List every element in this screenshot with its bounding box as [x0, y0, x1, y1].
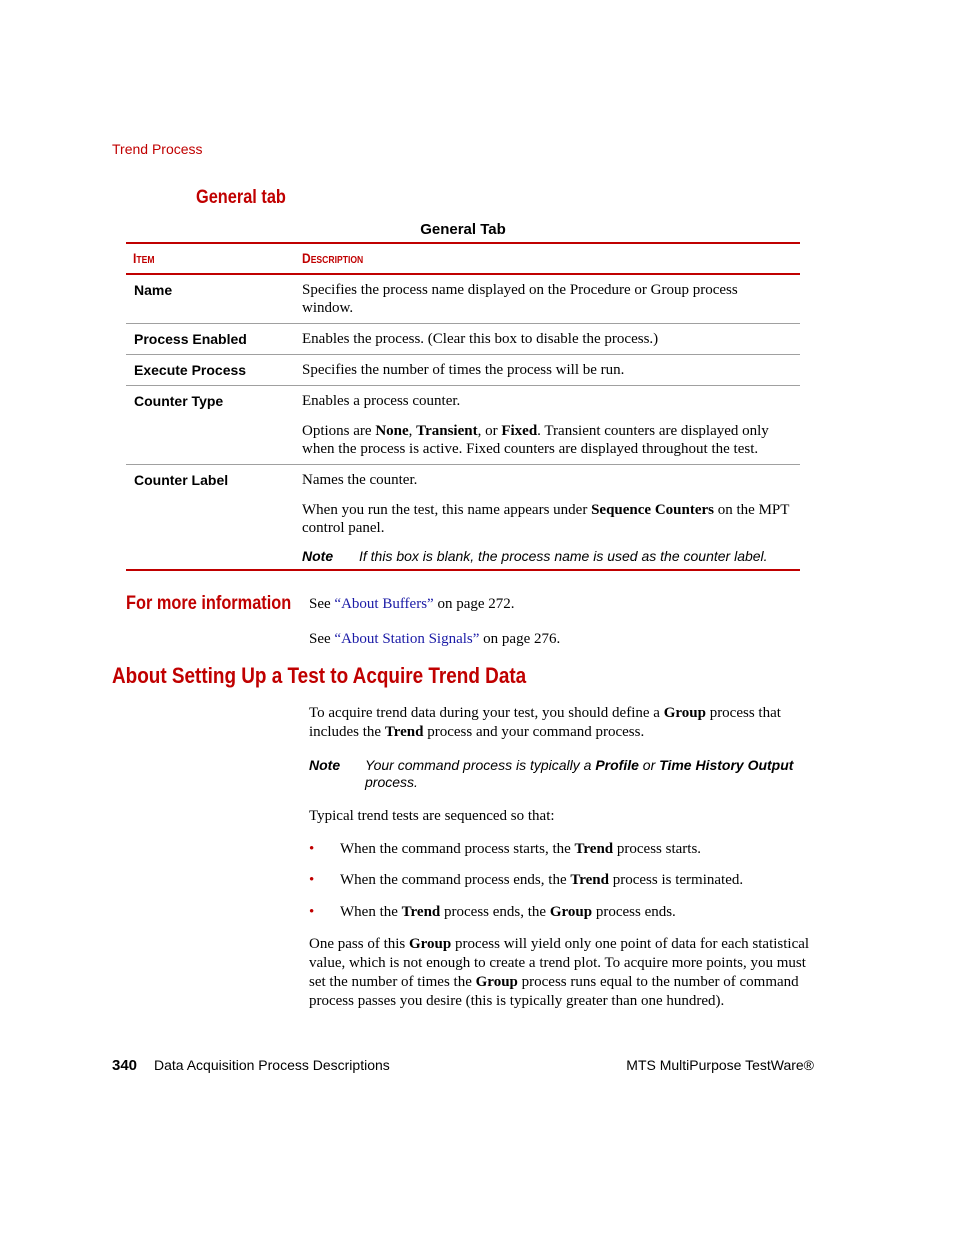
- note-text: If this box is blank, the process name is used as the counter label.: [359, 548, 768, 564]
- intro-paragraph: To acquire trend data during your test, you should define a Group process that includes the Trend process and your command process.: [309, 705, 781, 740]
- row-item-execute-process: Execute Process: [134, 362, 247, 378]
- table-row: [126, 275, 800, 324]
- table-row: [126, 465, 800, 569]
- row-item-counter-label: Counter Label: [134, 472, 229, 488]
- row-item-name: Name: [134, 282, 173, 298]
- note-label: Note: [309, 757, 341, 773]
- bullet-icon: •: [309, 872, 315, 888]
- page-number: 340: [112, 1057, 138, 1074]
- row-desc: Specifies the number of times the process will be run.: [302, 362, 625, 378]
- sequence-intro: Typical trend tests are sequenced so that:: [309, 808, 555, 824]
- closing-paragraph: One pass of this Group process will yield only one point of data for each statistical value, which is not enough to create a trend plot. To acquire more points, you must set the number of times the Group process runs equal to the number of command process passes you desire (this is typically greater than one hundred).: [309, 936, 810, 1009]
- section-note: [309, 757, 814, 791]
- section-link-trend-process[interactable]: Trend Process: [112, 141, 203, 157]
- footer-product-name: MTS MultiPurpose TestWare®: [626, 1057, 814, 1073]
- table-row: [126, 355, 800, 386]
- table-note: [302, 547, 792, 565]
- row-desc: Names the counter. When you run the test, this name appears under Sequence Counters on the MPT control panel. Note If this box is blank, the process name is used as the counter label.: [302, 465, 800, 569]
- list-item: • When the command process ends, the Trend process is terminated.: [309, 872, 744, 888]
- row-item-counter-type: Counter Type: [134, 393, 224, 409]
- note-text: Your command process is typically a Profile or Time History Output process.: [365, 757, 794, 790]
- row-item-process-enabled: Process Enabled: [134, 331, 247, 347]
- table-row: [126, 386, 800, 465]
- reference-line: See “About Station Signals” on page 276.: [309, 631, 561, 647]
- table-caption: General Tab: [420, 221, 506, 238]
- general-tab-table: [126, 242, 800, 571]
- list-item: • When the command process starts, the Trend process starts.: [309, 841, 702, 857]
- row-desc: Specifies the process name displayed on the Procedure or Group process window.: [302, 282, 738, 316]
- bullet-icon: •: [309, 841, 315, 857]
- table-header: [126, 244, 800, 275]
- reference-line: See “About Buffers” on page 272.: [309, 596, 515, 612]
- link-about-station-signals[interactable]: “About Station Signals”: [334, 631, 480, 647]
- general-tab-heading: General tab: [196, 187, 286, 208]
- bullet-icon: •: [309, 904, 315, 920]
- section-heading: About Setting Up a Test to Acquire Trend Data: [112, 663, 527, 688]
- table-row: [126, 324, 800, 355]
- column-header-description: Description: [302, 249, 364, 266]
- row-desc: Enables the process. (Clear this box to disable the process.): [302, 331, 659, 347]
- list-item: • When the Trend process ends, the Group process ends.: [309, 904, 676, 920]
- more-info-heading: For more information: [126, 593, 292, 614]
- footer-chapter-title: Data Acquisition Process Descriptions: [154, 1057, 390, 1073]
- row-desc: Enables a process counter. Options are None, Transient, or Fixed. Transient counters are displayed only when the process is active. Fixed counters are displayed throughout the test.: [302, 393, 769, 457]
- note-label: Note: [302, 548, 334, 564]
- column-header-item: Item: [133, 249, 155, 266]
- link-about-buffers[interactable]: “About Buffers”: [334, 596, 434, 612]
